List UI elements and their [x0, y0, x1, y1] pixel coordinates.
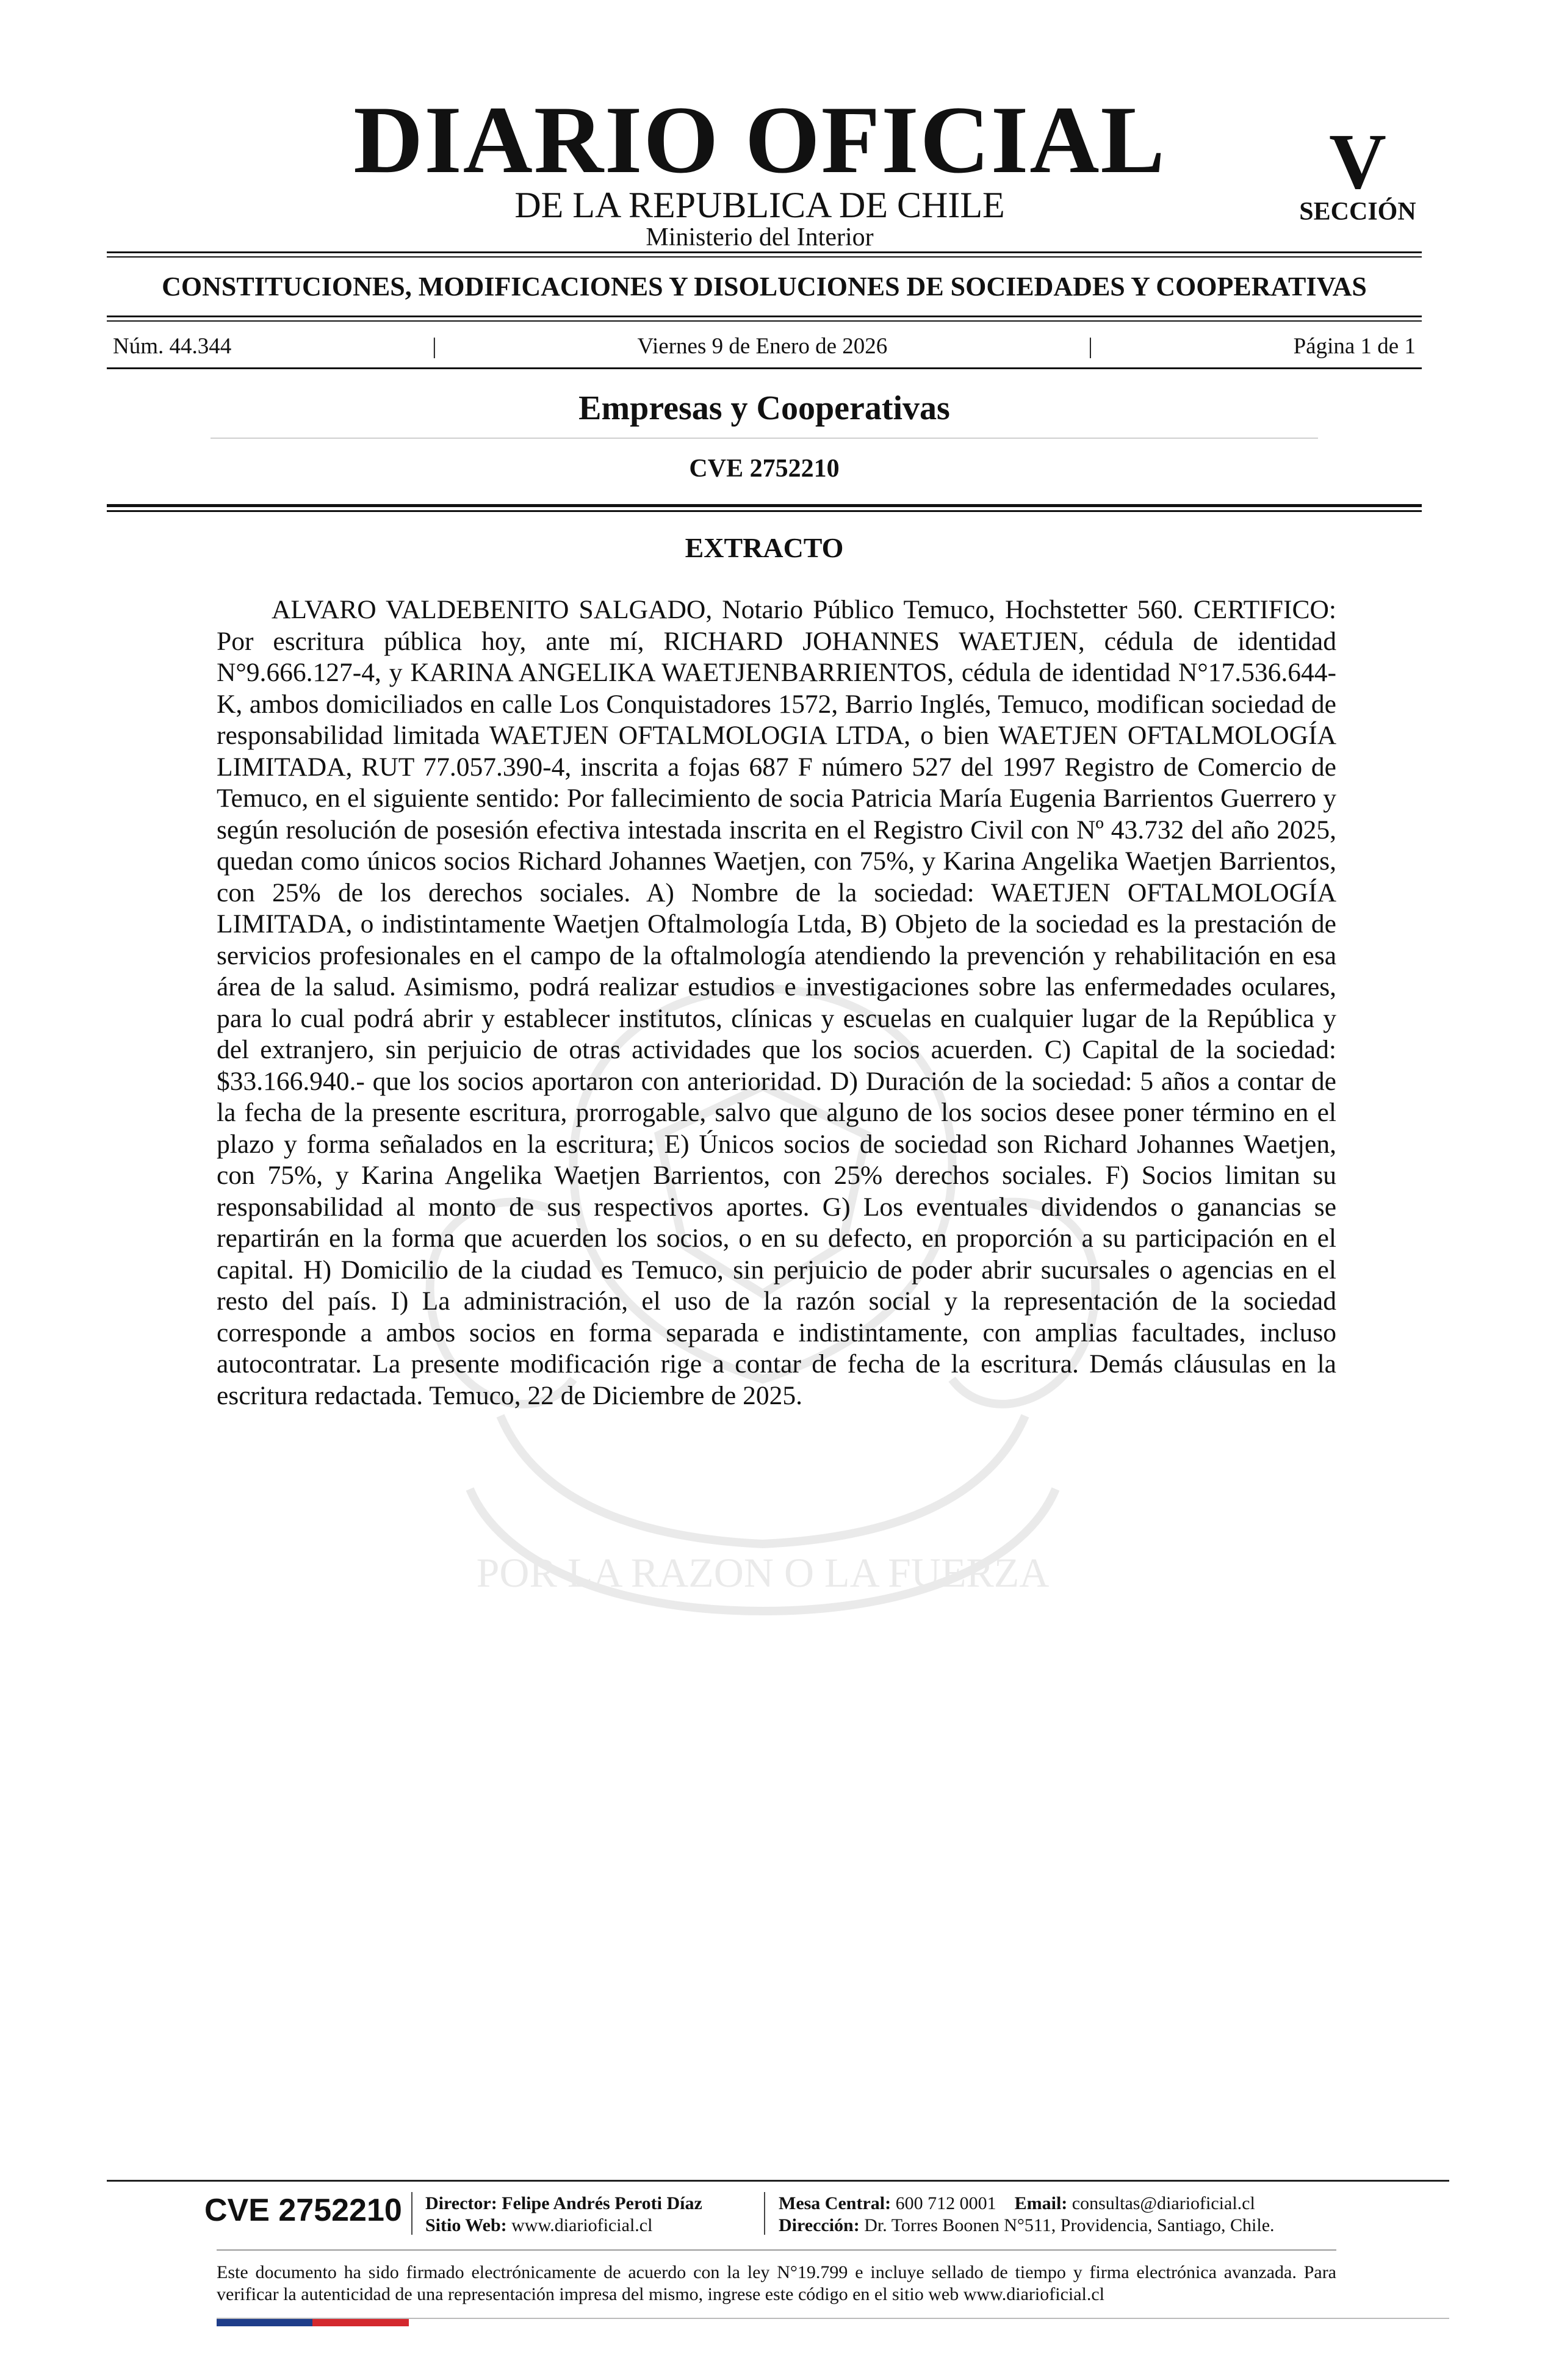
cve-code: CVE 2752210 [689, 455, 840, 483]
issue-date: Viernes 9 de Enero de 2026 [637, 334, 888, 359]
director-label: Director: [425, 2193, 497, 2213]
divider-meta [107, 367, 1422, 369]
footer-contact-block [779, 2193, 1275, 2237]
footer-column-divider [764, 2192, 765, 2235]
issue-number: Núm. 44.344 [113, 334, 232, 359]
section-mark [1291, 118, 1425, 226]
flag-stripe [217, 2319, 409, 2326]
footer-divider-mid [217, 2249, 1336, 2251]
newspaper-title: DIARIO OFICIAL [353, 87, 1166, 193]
section-title: Empresas y Cooperativas [578, 389, 950, 427]
divider-heavy-2 [107, 510, 1422, 512]
category-bar: CONSTITUCIONES, MODIFICACIONES Y DISOLUCIONES DE SOCIEDADES Y COOPERATIVAS [162, 272, 1367, 301]
section-word: SECCIÓN [1299, 198, 1416, 226]
signature-notice: Este documento ha sido firmado electrónicamente de acuerdo con la ley N°19.799 e incluye sellado de tiempo y firma electrónica avanzada. Para verificar la autenticidad de una representación impresa del mismo, ingrese este código en el sitio web www.diarioficial.cl [217, 2262, 1336, 2304]
footer-divider-top [107, 2180, 1449, 2182]
director-name: Felipe Andrés Peroti Díaz [502, 2193, 702, 2213]
ministry-label: Ministerio del Interior [646, 223, 874, 251]
phone-number: 600 712 0001 [895, 2193, 996, 2213]
website-url[interactable]: www.diarioficial.cl [511, 2215, 653, 2235]
page-indicator: Página 1 de 1 [1293, 334, 1416, 359]
newspaper-subtitle: DE LA REPUBLICA DE CHILE [514, 185, 1005, 225]
divider-mid-2 [107, 320, 1422, 322]
divider-top-2 [107, 256, 1422, 258]
meta-separator: | [1088, 334, 1093, 359]
flag-blue-stripe [217, 2319, 312, 2326]
website-label: Sitio Web: [425, 2215, 507, 2235]
issue-meta [113, 331, 1416, 362]
email-address[interactable]: consultas@diarioficial.cl [1072, 2193, 1255, 2213]
address-value: Dr. Torres Boonen N°511, Providencia, Santiago, Chile. [864, 2215, 1275, 2235]
document-body: ALVARO VALDEBENITO SALGADO, Notario Público Temuco, Hochstetter 560. CERTIFICO: Por escritura pública hoy, ante mí, RICHARD JOHANNES WAETJEN, cédula de identidad N°9.666.127-4, y KARINA ANGELIKA WAETJENBARRIENTOS, cédula de identidad N°17.536.644-K, ambos domiciliados en calle Los Conquistadores 1572, Barrio Inglés, Temuco, modifican sociedad de responsabilidad limitada WAETJEN OFTALMOLOGIA LTDA, o bien WAETJEN OFTALMOLOGÍA LIMITADA, RUT 77.057.390-4, inscrita a fojas 687 F número 527 del 1997 Registro de Comercio de Temuco, en el siguiente sentido: Por fallecimiento de socia Patricia María Eugenia Barrientos Guerrero y según resolución de posesión efectiva intestada inscrita en el Registro Civil con Nº 43.732 del año 2025, quedan como únicos socios Richard Johannes Waetjen, con 75%, y Karina Angelika Waetjen Barrientos, con 25% de los derechos sociales. A) Nombre de la sociedad: WAETJEN OFTALMOLOGÍA LIMITADA, o indistintamente Waetjen Oftalmología Ltda, B) Objeto de la sociedad es la prestación de servicios profesionales en el campo de la oftalmología atendiendo la prevención y rehabilitación en esa área de la salud. Asimismo, podrá realizar estudios e investigaciones sobre las enfermedades oculares, para lo cual podrá abrir y establecer institutos, clínicas y escuelas en cualquier lugar de la República y del extranjero, sin perjuicio de otras actividades que los socios acuerden. C) Capital de la sociedad: $33.166.940.- que los socios aportaron con anterioridad. D) Duración de la sociedad: 5 años a contar de la fecha de la presente escritura, prorrogable, salvo que alguno de los socios desee poner término en el plazo y forma señalados en la escritura; E) Únicos socios de sociedad son Richard Johannes Waetjen, con 75%, y Karina Angelika Waetjen Barrientos, con 25% derechos sociales. F) Socios limitan su responsabilidad al monto de sus respectivos aportes. G) Los eventuales dividendos o ganancias se repartirán en la forma que acuerden los socios, o en su defecto, en proporción a su participación en el capital. H) Domicilio de la ciudad es Temuco, sin perjuicio de poder abrir sucursales o agencias en el resto del país. I) La administración, el uso de la razón social y la representación de la sociedad corresponde a ambos socios en forma separada e indistintamente, con amplias facultades, incluso autocontratar. La presente modificación rige a contar de fecha de la escritura. Demás cláusulas en la escritura redactada. Temuco, 22 de Diciembre de 2025. [217, 595, 1336, 1410]
document-heading: EXTRACTO [685, 532, 844, 563]
section-letter: V [1329, 118, 1386, 206]
footer-cve-code: CVE 2752210 [204, 2193, 402, 2228]
divider-top-1 [107, 251, 1422, 253]
phone-label: Mesa Central: [779, 2193, 891, 2213]
divider-heavy-1 [107, 504, 1422, 507]
footer-column-divider [411, 2192, 412, 2235]
email-label: Email: [1014, 2193, 1068, 2213]
meta-separator: | [432, 334, 437, 359]
section-underline [211, 438, 1318, 439]
flag-red-stripe [312, 2319, 409, 2326]
address-label: Dirección: [779, 2215, 860, 2235]
watermark-motto: POR LA RAZON O LA FUERZA [476, 1549, 1050, 1596]
divider-mid-1 [107, 316, 1422, 317]
footer-director-block [425, 2193, 702, 2237]
